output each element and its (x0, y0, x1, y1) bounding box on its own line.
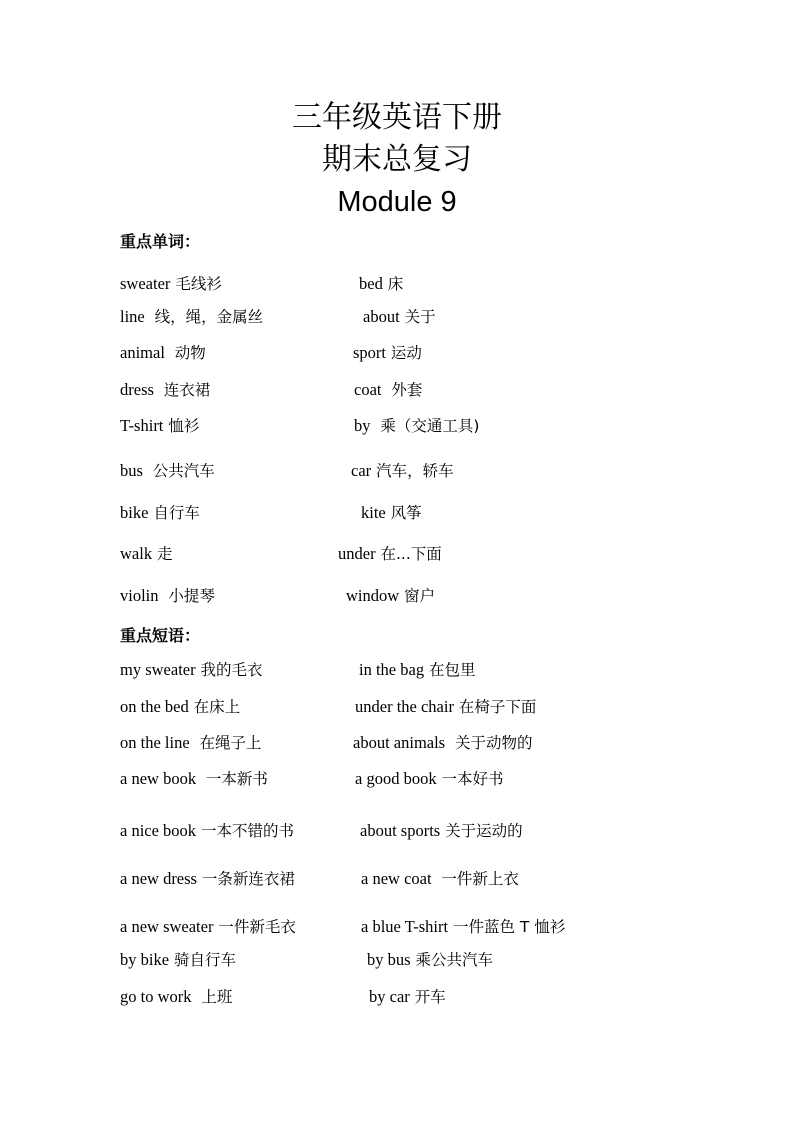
english-term: a blue T-shirt (361, 917, 449, 936)
english-term: walk (120, 544, 153, 563)
english-term: on the line (120, 733, 190, 752)
chinese-meaning: 床 (382, 275, 404, 293)
vocab-entry (363, 306, 436, 328)
english-term: by car (369, 987, 410, 1006)
chinese-meaning: 一件新毛衣 (213, 918, 296, 936)
english-term: about sports (360, 821, 441, 840)
english-term: car (351, 461, 372, 480)
english-term: a new dress (120, 869, 197, 888)
vocab-entry (353, 342, 422, 364)
phrase-entry (120, 820, 294, 842)
chinese-meaning: 一件新上衣 (431, 870, 519, 888)
phrase-entry (353, 732, 532, 754)
english-term: line (120, 307, 145, 326)
english-term: sport (353, 343, 386, 362)
english-term: bed (359, 274, 383, 293)
chinese-meaning: 线，绳，金属丝 (144, 308, 264, 326)
chinese-meaning: 骑自行车 (169, 951, 236, 969)
vocab-entry (338, 543, 442, 565)
vocab-entry (120, 273, 222, 295)
chinese-meaning: 乘（交通工具) (370, 417, 480, 435)
english-term: window (346, 586, 400, 605)
chinese-meaning: 风筝 (385, 504, 422, 522)
english-term: my sweater (120, 660, 196, 679)
chinese-meaning: 运动 (386, 344, 422, 362)
vocab-entry (359, 273, 403, 295)
vocab-entry (120, 306, 263, 328)
vocab-entry (120, 415, 199, 437)
english-term: coat (354, 380, 382, 399)
chinese-meaning: 上班 (191, 988, 233, 1006)
english-term: under the chair (355, 697, 454, 716)
english-term: by bus (367, 950, 411, 969)
chinese-meaning: 外套 (381, 381, 423, 399)
vocab-entry (361, 502, 422, 524)
english-term: under (338, 544, 376, 563)
phrases-section-heading: 重点短语： (120, 626, 201, 645)
chinese-meaning: 一本新书 (196, 770, 268, 788)
phrase-entry (120, 732, 262, 754)
chinese-meaning: 在椅子下面 (453, 698, 537, 716)
phrase-entry (360, 820, 523, 842)
vocab-entry (346, 585, 435, 607)
chinese-meaning: 在包里 (424, 661, 476, 679)
vocab-entry (354, 415, 479, 437)
english-term: animal (120, 343, 165, 362)
english-term: go to work (120, 987, 192, 1006)
chinese-meaning: 动物 (164, 344, 206, 362)
english-term: bike (120, 503, 149, 522)
phrase-entry (367, 949, 493, 971)
vocab-entry (120, 460, 215, 482)
phrase-entry (369, 986, 446, 1008)
chinese-meaning: 在绳子上 (189, 734, 262, 752)
document-title: 三年级英语下册 (292, 100, 502, 135)
phrase-entry (120, 916, 296, 938)
chinese-meaning: 连衣裙 (153, 381, 211, 399)
english-term: dress (120, 380, 154, 399)
english-term: a good book (355, 769, 437, 788)
chinese-meaning: 自行车 (148, 504, 200, 522)
english-term: a new sweater (120, 917, 214, 936)
chinese-meaning: 毛线衫 (170, 275, 222, 293)
vocab-entry (354, 379, 422, 401)
words-section-heading: 重点单词： (120, 232, 201, 251)
document-subtitle: 期末总复习 (322, 142, 472, 177)
english-term: bus (120, 461, 143, 480)
chinese-meaning: 关于运动的 (440, 822, 523, 840)
phrase-entry (120, 768, 268, 790)
english-term: violin (120, 586, 159, 605)
phrase-entry (355, 696, 536, 718)
chinese-meaning: 在...下面 (375, 545, 442, 563)
vocab-entry (120, 379, 210, 401)
phrase-entry (355, 768, 504, 790)
english-term: sweater (120, 274, 171, 293)
english-term: by (354, 416, 371, 435)
english-term: a new coat (361, 869, 432, 888)
vocab-entry (120, 342, 206, 364)
english-term: about animals (353, 733, 446, 752)
phrase-entry (361, 916, 565, 938)
module-heading: Module 9 (337, 186, 457, 218)
chinese-meaning: 恤衫 (163, 417, 200, 435)
chinese-meaning: 一本不错的书 (196, 822, 294, 840)
english-term: a new book (120, 769, 197, 788)
vocab-entry (120, 502, 200, 524)
vocab-entry (351, 460, 454, 482)
phrase-entry (120, 868, 295, 890)
chinese-meaning: 小提琴 (158, 587, 215, 605)
chinese-meaning: 乘公共汽车 (410, 951, 493, 969)
english-term: in the bag (359, 660, 425, 679)
phrase-entry (120, 949, 236, 971)
phrase-entry (120, 986, 232, 1008)
english-term: by bike (120, 950, 170, 969)
english-term: about (363, 307, 400, 326)
phrase-entry (120, 696, 240, 718)
chinese-meaning: 汽车，轿车 (371, 462, 454, 480)
chinese-meaning: 我的毛衣 (195, 661, 263, 679)
phrase-entry (361, 868, 519, 890)
chinese-meaning: 在床上 (188, 698, 241, 716)
chinese-meaning: 关于动物的 (445, 734, 533, 752)
english-term: a nice book (120, 821, 197, 840)
chinese-meaning: 一件蓝色 T 恤衫 (448, 918, 566, 936)
english-term: on the bed (120, 697, 189, 716)
chinese-meaning: 窗户 (399, 587, 436, 605)
english-term: T-shirt (120, 416, 164, 435)
chinese-meaning: 公共汽车 (142, 462, 215, 480)
vocab-entry (120, 543, 173, 565)
english-term: kite (361, 503, 386, 522)
chinese-meaning: 一条新连衣裙 (196, 870, 295, 888)
chinese-meaning: 一本好书 (436, 770, 504, 788)
phrase-entry (120, 659, 263, 681)
chinese-meaning: 走 (152, 545, 173, 563)
chinese-meaning: 关于 (399, 308, 436, 326)
vocab-entry (120, 585, 215, 607)
phrase-entry (359, 659, 476, 681)
chinese-meaning: 开车 (409, 988, 446, 1006)
